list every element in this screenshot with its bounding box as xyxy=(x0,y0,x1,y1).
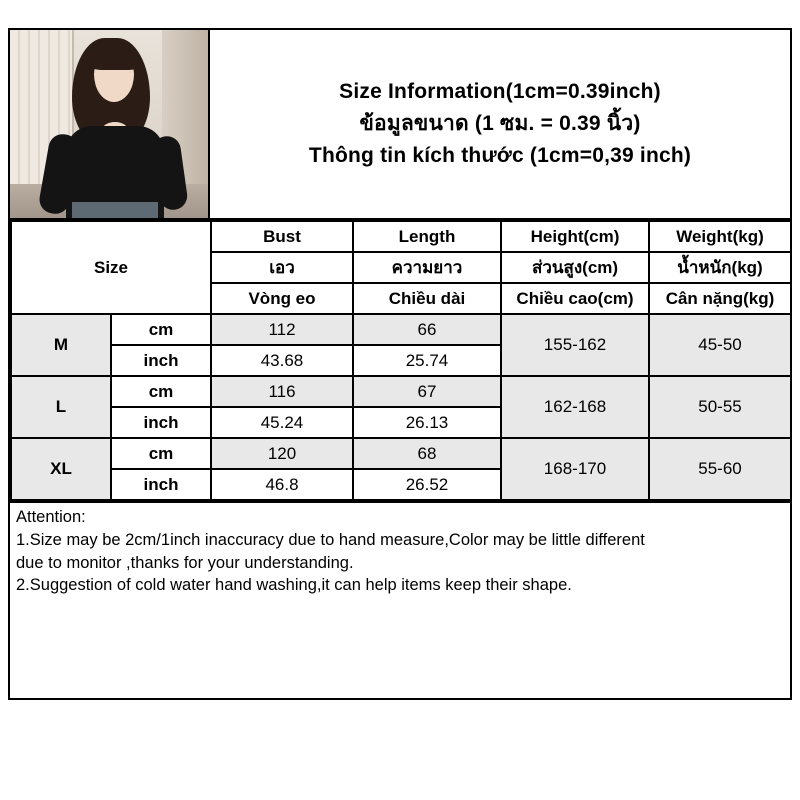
measurements-table xyxy=(10,220,792,501)
row-xl-length-cm: 68 xyxy=(353,438,501,469)
header-size-label: Size xyxy=(11,221,211,314)
row-xl-length-inch: 26.52 xyxy=(353,469,501,500)
row-l-bust-cm: 116 xyxy=(211,376,353,407)
table-row xyxy=(11,314,791,345)
row-m-length-cm: 66 xyxy=(353,314,501,345)
header-length-vi: Chiều dài xyxy=(353,283,501,314)
attention-block xyxy=(10,501,790,698)
chart-header-row xyxy=(10,30,790,220)
row-xl-height: 168-170 xyxy=(501,438,649,500)
row-m-length-inch: 25.74 xyxy=(353,345,501,376)
row-m-bust-cm: 112 xyxy=(211,314,353,345)
table-row xyxy=(11,376,791,407)
row-m-unit-inch: inch xyxy=(111,345,211,376)
title-thai: ข้อมูลขนาด (1 ซม. = 0.39 นิ้ว) xyxy=(359,111,641,135)
row-size-l: L xyxy=(11,376,111,438)
table-row xyxy=(11,438,791,469)
row-size-m: M xyxy=(11,314,111,376)
title-english: Size Information(1cm=0.39inch) xyxy=(339,79,661,103)
table-header-row-en xyxy=(11,221,791,252)
product-photo-image xyxy=(10,30,208,218)
chart-title-block xyxy=(210,30,790,218)
header-bust-vi: Vòng eo xyxy=(211,283,353,314)
header-bust-th: เอว xyxy=(211,252,353,283)
row-l-unit-cm: cm xyxy=(111,376,211,407)
header-length-th: ความยาว xyxy=(353,252,501,283)
row-xl-unit-cm: cm xyxy=(111,438,211,469)
header-weight-en: Weight(kg) xyxy=(649,221,791,252)
header-weight-vi: Cân nặng(kg) xyxy=(649,283,791,314)
row-m-weight: 45-50 xyxy=(649,314,791,376)
row-l-length-inch: 26.13 xyxy=(353,407,501,438)
row-l-bust-inch: 45.24 xyxy=(211,407,353,438)
row-xl-unit-inch: inch xyxy=(111,469,211,500)
header-height-vi: Chiều cao(cm) xyxy=(501,283,649,314)
header-bust-en: Bust xyxy=(211,221,353,252)
header-height-th: ส่วนสูง(cm) xyxy=(501,252,649,283)
title-vietnamese: Thông tin kích thước (1cm=0,39 inch) xyxy=(308,144,692,168)
row-l-unit-inch: inch xyxy=(111,407,211,438)
row-l-height: 162-168 xyxy=(501,376,649,438)
row-m-bust-inch: 43.68 xyxy=(211,345,353,376)
attention-line-2: due to monitor ,thanks for your understanding. xyxy=(16,553,354,572)
size-chart xyxy=(8,28,792,700)
header-height-en: Height(cm) xyxy=(501,221,649,252)
row-l-length-cm: 67 xyxy=(353,376,501,407)
attention-line-1: 1.Size may be 2cm/1inch inaccuracy due to hand measure,Color may be little different xyxy=(16,530,645,549)
header-weight-th: น้ำหนัก(kg) xyxy=(649,252,791,283)
product-photo xyxy=(10,30,210,218)
attention-heading: Attention: xyxy=(16,508,86,526)
row-xl-bust-cm: 120 xyxy=(211,438,353,469)
row-l-weight: 50-55 xyxy=(649,376,791,438)
row-xl-bust-inch: 46.8 xyxy=(211,469,353,500)
header-length-en: Length xyxy=(353,221,501,252)
row-m-unit-cm: cm xyxy=(111,314,211,345)
row-m-height: 155-162 xyxy=(501,314,649,376)
row-size-xl: XL xyxy=(11,438,111,500)
row-xl-weight: 55-60 xyxy=(649,438,791,500)
photo-model-skirt xyxy=(72,202,158,218)
attention-line-3: 2.Suggestion of cold water hand washing,it can help items keep their shape. xyxy=(16,576,572,595)
